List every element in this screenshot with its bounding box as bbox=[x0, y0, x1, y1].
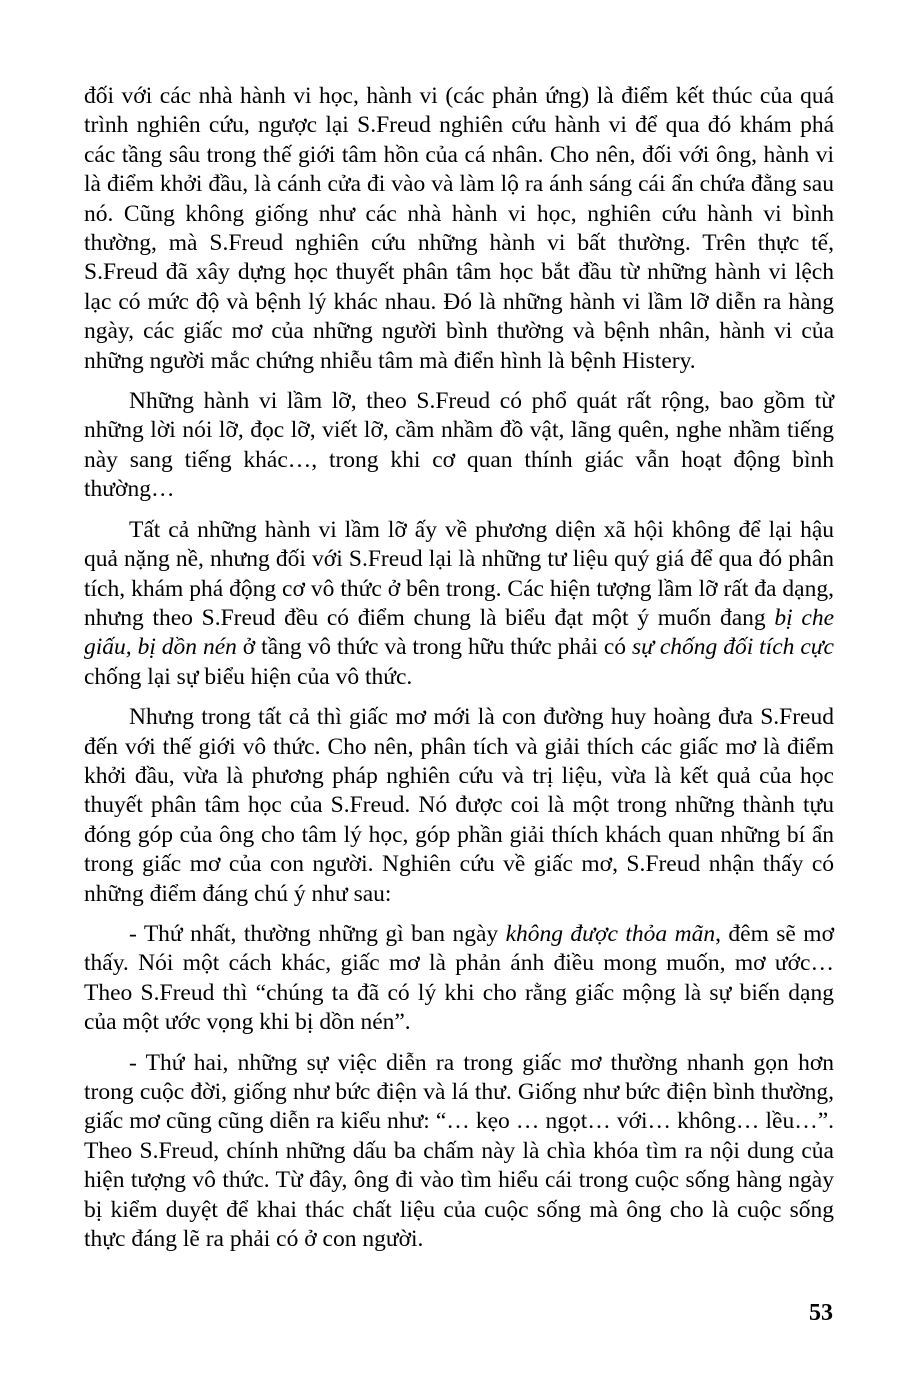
text-run: Tất cả những hành vi lầm lỡ ấy về phương diện xã hội không để lại hậu quả nặng nề, nhưng đối với S.Freud lại là những tư liệu quý giá để qua đó phân tích, khám phá động cơ vô thức ở bên trong. Các hiện tượng lầm lỡ rất đa dạng, nhưng theo S.Freud đều có điểm chung là biểu đạt một ý muốn đang bbox=[84, 516, 834, 631]
italic-text-run: bị che giấu, bị dồn nén bbox=[84, 604, 834, 661]
paragraph bbox=[84, 387, 834, 505]
text-run: chống lại sự biểu hiện của vô thức. bbox=[84, 663, 413, 690]
text-run: đối với các nhà hành vi học, hành vi (các phản ứng) là điểm kết thúc của quá trình nghiên cứu, ngược lại S.Freud nghiên cứu hành vi để qua đó khám phá các tầng sâu trong thế giới tâm hồn của cá nhân. Cho nên, đối với ông, hành vi là điểm khởi đầu, là cánh cửa đi vào và làm lộ ra ánh sáng cái ẩn chứa đằng sau nó. Cũng không giống như các nhà hành vi học, nghiên cứu hành vi bình thường, mà S.Freud nghiên cứu những hành vi bất thường. Trên thực tế, S.Freud đã xây dựng học thuyết phân tâm học bắt đầu từ những hành vi lệch lạc có mức độ và bệnh lý khác nhau. Đó là những hành vi lầm lỡ diễn ra hàng ngày, các giấc mơ của những người bình thường và bệnh nhân, hành vi của những người mắc chứng nhiễu tâm mà điển hình là bệnh Histery. bbox=[84, 83, 834, 374]
paragraph bbox=[84, 920, 834, 1038]
italic-text-run: sự chống đối tích cực bbox=[631, 634, 834, 661]
text-run: Những hành vi lầm lỡ, theo S.Freud có phổ quát rất rộng, bao gồm từ những lời nói lỡ, đọc lỡ, viết lỡ, cầm nhầm đồ vật, lãng quên, nghe nhầm tiếng này sang tiếng khác…, trong khi cơ quan thính giác vẫn hoạt động bình thường… bbox=[84, 388, 834, 503]
page-number: 53 bbox=[809, 1300, 833, 1326]
text-run: - Thứ nhất, thường những gì ban ngày bbox=[129, 920, 506, 947]
text-run: Nhưng trong tất cả thì giấc mơ mới là con đường huy hoàng đưa S.Freud đến với thế giới vô thức. Cho nên, phân tích và giải thích các giấc mơ là điểm khởi đầu, vừa là phương pháp nghiên cứu và trị liệu, vừa là kết quả của học thuyết phân tâm học của S.Freud. Nó được coi là một trong những thành tựu đóng góp của ông cho tâm lý học, góp phần giải thích khách quan những bí ẩn trong giấc mơ của con người. Nghiên cứu về giấc mơ, S.Freud nhận thấy có những điểm đáng chú ý như sau: bbox=[84, 704, 834, 907]
body-text bbox=[84, 82, 834, 1265]
paragraph bbox=[84, 516, 834, 692]
paragraph bbox=[84, 1049, 834, 1255]
paragraph bbox=[84, 703, 834, 909]
text-run: ở tầng vô thức và trong hữu thức phải có bbox=[236, 634, 632, 661]
text-run: - Thứ hai, những sự việc diễn ra trong giấc mơ thường nhanh gọn hơn trong cuộc đời, giống như bức điện và lá thư. Giống như bức điện bình thường, giấc mơ cũng cũng diễn ra kiểu như: “… kẹo … ngọt… với… không… lều…”. Theo S.Freud, chính những dấu ba chấm này là chìa khóa tìm ra nội dung của hiện tượng vô thức. Từ đây, ông đi vào tìm hiểu cái trong cuộc sống hàng ngày bị kiểm duyệt để khai thác chất liệu của cuộc sống mà ông cho là cuộc sống thực đáng lẽ ra phải có ở con người. bbox=[84, 1049, 834, 1253]
paragraph bbox=[84, 82, 834, 376]
italic-text-run: không được thỏa mãn bbox=[505, 920, 716, 947]
text-run: , đêm sẽ mơ thấy. Nói một cách khác, giấc mơ là phản ánh điều mong muốn, mơ ước… Theo S.Freud thì “chúng ta đã có lý khi cho rằng giấc mộng là sự biến dạng của một ước vọng khi bị dồn nén”. bbox=[84, 920, 834, 1036]
